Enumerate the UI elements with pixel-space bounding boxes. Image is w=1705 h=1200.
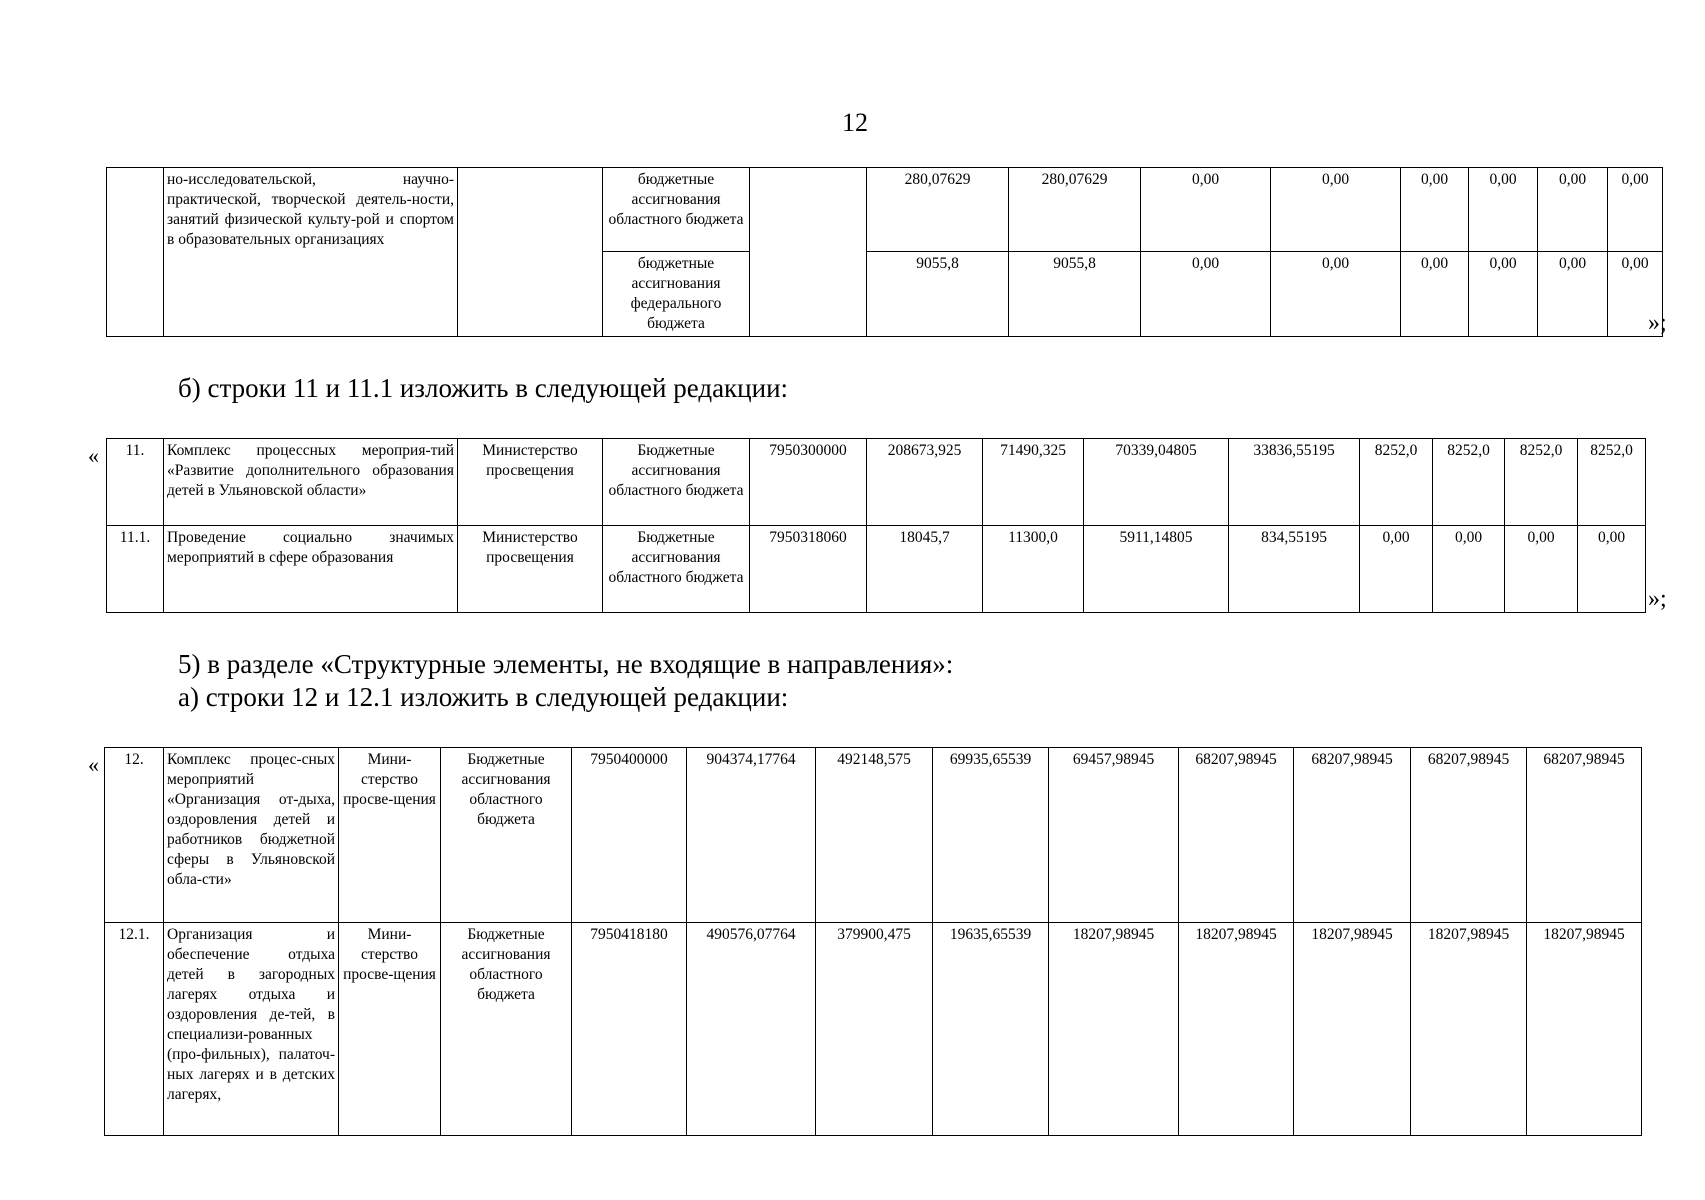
description-cell: Организация и обеспечение отдыха детей в загородных лагерях отдыха и оздоровления де-тей, в специализи-рованных (про-фильных), палаточ-ных лагерях и в детских лагерях, [164,923,339,1136]
heading-a: а) строки 12 и 12.1 изложить в следующей редакции: [178,682,789,712]
value-cell: 0,00 [1433,526,1505,613]
value-cell: 8252,0 [1360,439,1433,526]
value-cell: 69935,65539 [933,748,1049,923]
value-cell: 8252,0 [1505,439,1578,526]
heading-section-5: 5) в разделе «Структурные элементы, не входящие в направления»: [178,649,954,679]
source-cell: Бюджетные ассигнования областного бюджета [441,748,572,923]
value-cell: 208673,925 [867,439,983,526]
value-cell: 0,00 [1141,252,1271,337]
value-cell: 0,00 [1469,168,1538,252]
table-row [105,748,1642,923]
source-cell: Бюджетные ассигнования областного бюджета [603,439,750,526]
value-cell: 68207,98945 [1179,748,1294,923]
code-cell: 7950318060 [750,526,867,613]
value-cell: 0,00 [1271,252,1401,337]
ministry-cell: Мини-стерство просве-щения [339,748,441,923]
ministry-cell: Министерство просвещения [458,439,603,526]
value-cell: 5911,14805 [1084,526,1229,613]
value-cell: 8252,0 [1433,439,1505,526]
table-row [107,526,1646,613]
value-cell: 0,00 [1608,252,1663,337]
description-cell: Комплекс процессных мероприя-тий «Развитие дополнительного образования детей в Ульяновской области» [164,439,458,526]
value-cell: 18207,98945 [1294,923,1411,1136]
description-cell: Проведение социально значимых мероприятий в сфере образования [164,526,458,613]
ministry-cell: Мини-стерство просве-щения [339,923,441,1136]
value-cell: 0,00 [1538,168,1608,252]
value-cell: 8252,0 [1578,439,1646,526]
code-cell: 7950418180 [572,923,687,1136]
value-cell: 33836,55195 [1229,439,1360,526]
ministry-cell [458,168,603,337]
value-cell: 18207,98945 [1411,923,1527,1136]
value-cell: 0,00 [1141,168,1271,252]
value-cell: 490576,07764 [687,923,816,1136]
opening-quote: « [88,752,99,777]
value-cell: 379900,475 [816,923,933,1136]
opening-quote: « [88,443,99,468]
description-cell: но-исследовательской, научно-практической, творческой деятель-ности, занятий физической культу-рой и спортом в образовательных организациях [164,168,458,337]
value-cell: 0,00 [1469,252,1538,337]
table-bottom [104,747,1642,1136]
row-number-cell [107,168,164,337]
closing-quote: »; [1648,310,1667,336]
code-cell: 7950400000 [572,748,687,923]
value-cell: 71490,325 [983,439,1084,526]
value-cell: 68207,98945 [1411,748,1527,923]
value-cell: 280,07629 [1009,168,1141,252]
value-cell: 70339,04805 [1084,439,1229,526]
value-cell: 18207,98945 [1179,923,1294,1136]
value-cell: 9055,8 [867,252,1009,337]
value-cell: 68207,98945 [1527,748,1642,923]
code-cell [750,168,867,337]
source-cell: Бюджетные ассигнования областного бюджета [441,923,572,1136]
value-cell: 834,55195 [1229,526,1360,613]
table-row [105,923,1642,1136]
source-cell: Бюджетные ассигнования областного бюджета [603,526,750,613]
row-number-cell: 11.1. [107,526,164,613]
value-cell: 0,00 [1505,526,1578,613]
value-cell: 0,00 [1538,252,1608,337]
value-cell: 0,00 [1608,168,1663,252]
value-cell: 18207,98945 [1527,923,1642,1136]
value-cell: 0,00 [1271,168,1401,252]
value-cell: 0,00 [1401,168,1469,252]
value-cell: 904374,17764 [687,748,816,923]
row-number-cell: 11. [107,439,164,526]
value-cell: 9055,8 [1009,252,1141,337]
source-cell: бюджетные ассигнования федерального бюджета [603,252,750,337]
description-cell: Комплекс процес-сных мероприятий «Организация от-дыха, оздоровления детей и работников бюджетной сферы в Ульяновской обла-сти» [164,748,339,923]
source-cell: бюджетные ассигнования областного бюджета [603,168,750,252]
value-cell: 492148,575 [816,748,933,923]
table-top [106,167,1663,337]
table-mid [106,438,1646,613]
table-row [107,168,1663,252]
value-cell: 69457,98945 [1049,748,1179,923]
value-cell: 11300,0 [983,526,1084,613]
value-cell: 19635,65539 [933,923,1049,1136]
page-number: 12 [842,108,868,137]
closing-quote: »; [1648,586,1667,612]
value-cell: 0,00 [1578,526,1646,613]
value-cell: 0,00 [1360,526,1433,613]
value-cell: 68207,98945 [1294,748,1411,923]
value-cell: 0,00 [1401,252,1469,337]
ministry-cell: Министерство просвещения [458,526,603,613]
code-cell: 7950300000 [750,439,867,526]
table-row [107,439,1646,526]
heading-b: б) строки 11 и 11.1 изложить в следующей редакции: [178,373,789,403]
value-cell: 18207,98945 [1049,923,1179,1136]
row-number-cell: 12.1. [105,923,164,1136]
value-cell: 18045,7 [867,526,983,613]
row-number-cell: 12. [105,748,164,923]
value-cell: 280,07629 [867,168,1009,252]
